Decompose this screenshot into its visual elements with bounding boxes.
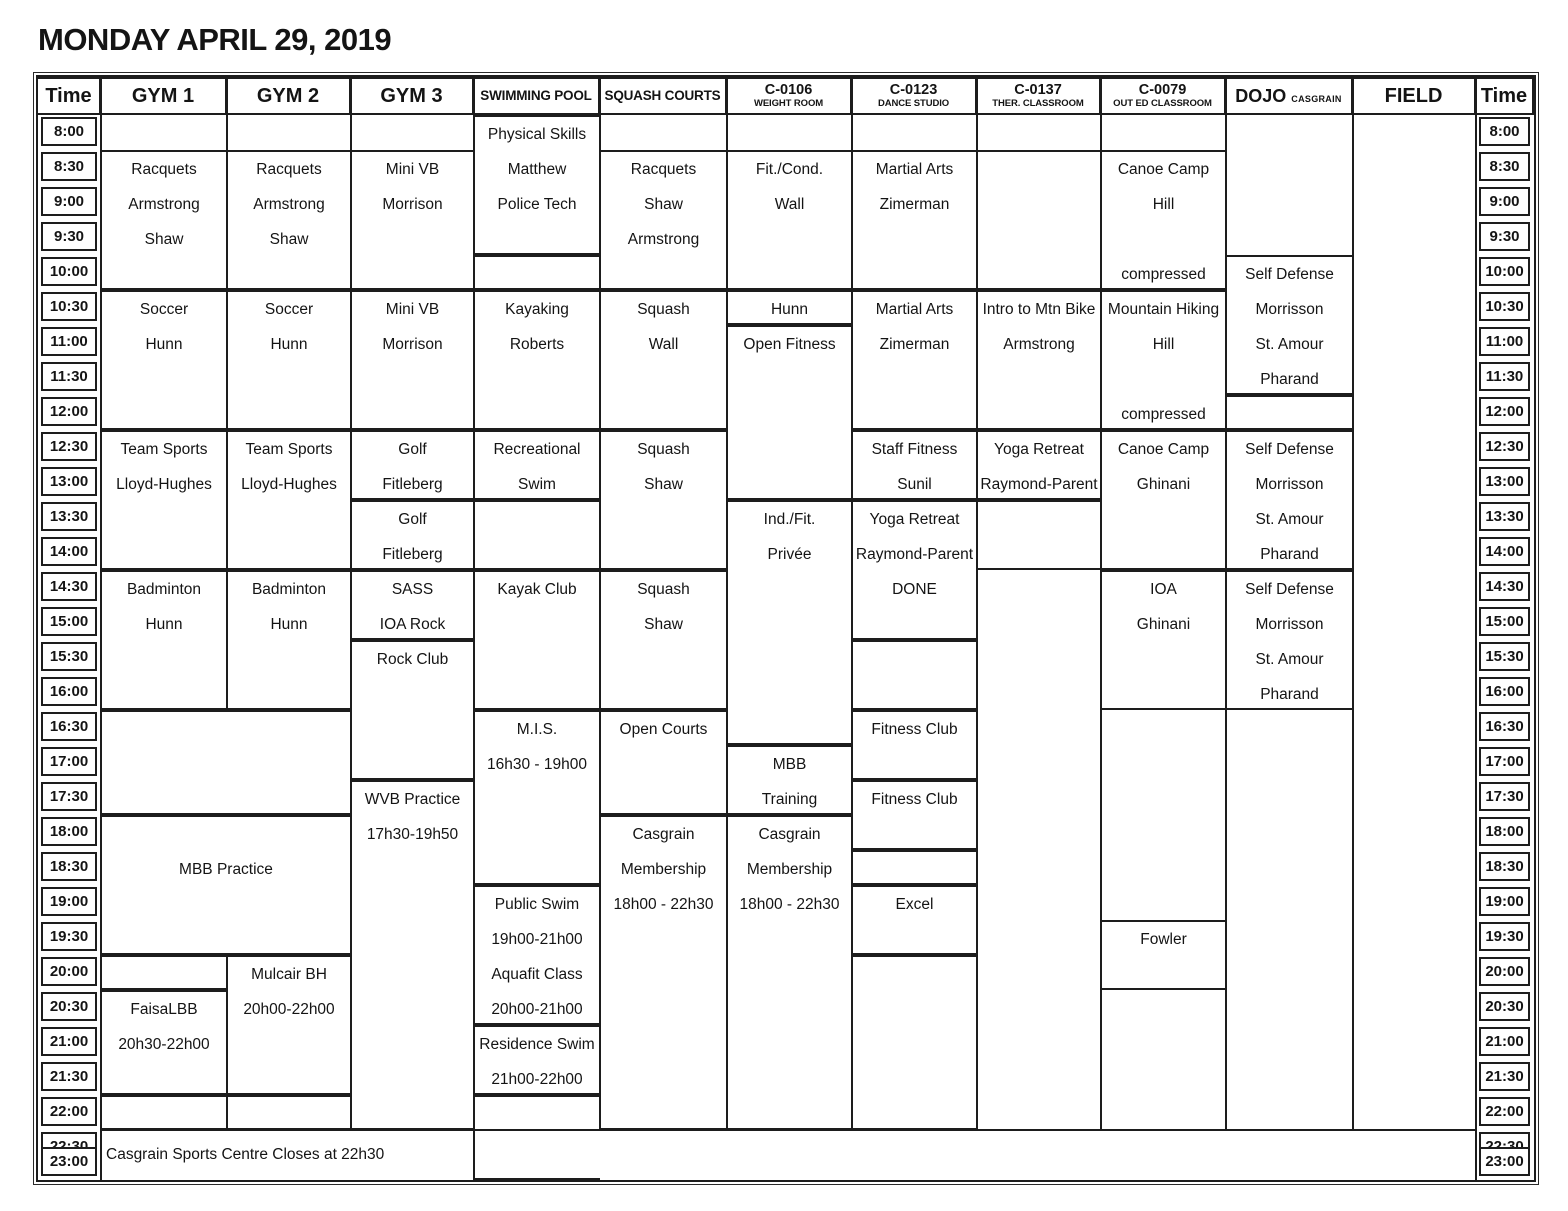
time-label: 17:30 bbox=[41, 782, 97, 811]
time-label: 20:00 bbox=[41, 957, 97, 986]
time-label: 21:00 bbox=[41, 1027, 97, 1056]
column-header-label: GYM 3 bbox=[380, 84, 443, 107]
schedule-block bbox=[351, 290, 474, 430]
block-line: Golf bbox=[398, 441, 427, 458]
block-line: St. Amour bbox=[1255, 336, 1324, 353]
column-header-label: GYM 1 bbox=[131, 84, 195, 107]
block-line: Privée bbox=[767, 546, 812, 563]
block-line: 16h30 - 19h00 bbox=[487, 756, 587, 773]
column-header-label: FIELD bbox=[1384, 84, 1443, 107]
block-line: Hill bbox=[1152, 196, 1175, 213]
block-line: 20h00-21h00 bbox=[491, 1001, 583, 1018]
block-line: St. Amour bbox=[1255, 511, 1324, 528]
block-line: Badminton bbox=[126, 581, 202, 598]
schedule-block bbox=[1226, 255, 1353, 395]
block-line: MBB bbox=[772, 756, 807, 773]
schedule-block bbox=[977, 500, 1101, 570]
time-label: 12:00 bbox=[1479, 397, 1530, 426]
column-header-sublabel: THER. CLASSROOM bbox=[992, 98, 1084, 110]
block-line: Hunn bbox=[145, 616, 183, 633]
time-label: 23:00 bbox=[1479, 1147, 1530, 1176]
time-label: 14:30 bbox=[1479, 572, 1530, 601]
block-line: Wall bbox=[774, 196, 805, 213]
block-line: Self Defense bbox=[1245, 441, 1334, 458]
schedule-block bbox=[852, 780, 977, 850]
schedule-title: MONDAY APRIL 29, 2019 bbox=[38, 22, 392, 57]
column-header-label: SQUASH COURTS bbox=[604, 87, 721, 103]
block-line: Shaw bbox=[644, 616, 683, 633]
grid-vline bbox=[1225, 77, 1227, 1130]
schedule-block bbox=[101, 710, 351, 815]
schedule-block bbox=[227, 150, 351, 290]
schedule-block bbox=[977, 430, 1101, 500]
schedule-block bbox=[351, 640, 474, 780]
time-label: 14:00 bbox=[41, 537, 97, 566]
time-label: 13:30 bbox=[1479, 502, 1530, 531]
schedule-block bbox=[474, 500, 600, 570]
block-line: Team Sports bbox=[245, 441, 333, 458]
block-line bbox=[1101, 222, 1226, 257]
column-header-pool bbox=[472, 77, 600, 115]
schedule-block bbox=[727, 500, 852, 745]
block-line: IOA Rock bbox=[379, 616, 446, 633]
grid-vline bbox=[599, 77, 601, 1130]
block-line: Membership bbox=[620, 861, 707, 878]
block-line: Ind./Fit. bbox=[763, 511, 816, 528]
block-line: Martial Arts bbox=[875, 161, 954, 178]
block-line: Hunn bbox=[270, 616, 308, 633]
block-line: Canoe Camp bbox=[1117, 441, 1210, 458]
block-line: Residence Swim bbox=[479, 1036, 595, 1053]
schedule-block bbox=[227, 430, 351, 570]
closing-note: Casgrain Sports Centre Closes at 22h30 bbox=[106, 1146, 385, 1163]
block-line: Badminton bbox=[251, 581, 327, 598]
schedule-block bbox=[351, 780, 474, 1130]
block-line: Yoga Retreat bbox=[994, 441, 1084, 458]
grid-vline bbox=[1475, 77, 1477, 1180]
grid-vline bbox=[350, 77, 352, 1130]
block-line: Raymond-Parent bbox=[855, 546, 974, 563]
block-line: Mini VB bbox=[385, 161, 440, 178]
block-line: 21h00-22h00 bbox=[491, 1071, 583, 1088]
block-line: Pharand bbox=[1260, 686, 1319, 703]
grid-vline bbox=[851, 77, 853, 1130]
column-header-label bbox=[1235, 87, 1341, 106]
block-line: 18h00 - 22h30 bbox=[613, 896, 714, 913]
block-line: Armstrong bbox=[627, 231, 700, 248]
time-label: 22:00 bbox=[41, 1097, 97, 1126]
block-line: Squash bbox=[637, 301, 690, 318]
time-label: 13:00 bbox=[41, 467, 97, 496]
block-line: Yoga Retreat bbox=[869, 511, 960, 528]
column-header-c0106 bbox=[725, 77, 852, 115]
time-label: 18:30 bbox=[41, 852, 97, 881]
block-line: Roberts bbox=[509, 336, 565, 353]
grid-vline bbox=[1352, 77, 1354, 1130]
schedule-block bbox=[727, 745, 852, 815]
time-label: 9:30 bbox=[1479, 222, 1530, 251]
block-line: Aquafit Class bbox=[491, 966, 583, 983]
schedule-block bbox=[474, 255, 600, 290]
block-line bbox=[1101, 362, 1226, 397]
grid-vline bbox=[226, 955, 228, 1130]
time-label: 15:30 bbox=[1479, 642, 1530, 671]
time-label: 8:00 bbox=[1479, 117, 1530, 146]
time-label: 17:30 bbox=[1479, 782, 1530, 811]
block-line: Kayaking bbox=[505, 301, 569, 318]
schedule-block bbox=[727, 815, 852, 1130]
schedule-block bbox=[101, 150, 227, 290]
schedule-block bbox=[852, 500, 977, 640]
block-line: Excel bbox=[895, 896, 934, 913]
time-label: 21:30 bbox=[1479, 1062, 1530, 1091]
block-line: Matthew bbox=[507, 161, 567, 178]
block-line: Soccer bbox=[264, 301, 314, 318]
time-label: 14:00 bbox=[1479, 537, 1530, 566]
schedule-block bbox=[474, 290, 600, 430]
column-header-gym1 bbox=[99, 77, 227, 115]
block-line: MBB Practice bbox=[179, 861, 273, 878]
time-label: 16:30 bbox=[41, 712, 97, 741]
schedule-block bbox=[351, 500, 474, 570]
time-label: 21:00 bbox=[1479, 1027, 1530, 1056]
block-line: FaisaLBB bbox=[130, 1001, 198, 1018]
column-header-gym3 bbox=[349, 77, 474, 115]
block-line: Casgrain bbox=[632, 826, 695, 843]
column-header-label: C-0106 bbox=[764, 81, 813, 98]
schedule-block bbox=[474, 1025, 600, 1095]
schedule-block bbox=[227, 955, 351, 1095]
time-label: 9:00 bbox=[1479, 187, 1530, 216]
column-header-label: GYM 2 bbox=[256, 84, 320, 107]
time-label: 15:00 bbox=[1479, 607, 1530, 636]
schedule-block bbox=[474, 710, 600, 885]
time-label: 18:30 bbox=[1479, 852, 1530, 881]
block-line: Fitleberg bbox=[382, 476, 443, 493]
column-header-squash bbox=[598, 77, 727, 115]
block-line: Pharand bbox=[1260, 546, 1319, 563]
schedule-block bbox=[351, 430, 474, 500]
time-label: 20:30 bbox=[41, 992, 97, 1021]
block-line: Squash bbox=[637, 441, 690, 458]
block-line: Hunn bbox=[270, 336, 308, 353]
block-line: Self Defense bbox=[1245, 266, 1334, 283]
block-line: St. Amour bbox=[1255, 651, 1324, 668]
schedule-block bbox=[101, 570, 227, 710]
block-line: Zimerman bbox=[879, 336, 950, 353]
time-label: 12:30 bbox=[41, 432, 97, 461]
block-line: Ghinani bbox=[1136, 616, 1191, 633]
schedule-block bbox=[227, 290, 351, 430]
schedule-block bbox=[101, 1095, 227, 1130]
time-label: 16:30 bbox=[1479, 712, 1530, 741]
time-label: 14:30 bbox=[41, 572, 97, 601]
block-line: Lloyd-Hughes bbox=[116, 476, 212, 493]
schedule-block bbox=[1101, 150, 1226, 290]
block-line: DONE bbox=[892, 581, 937, 598]
column-header-field bbox=[1351, 77, 1476, 115]
schedule-block bbox=[600, 815, 727, 1130]
block-line: Swim bbox=[518, 476, 556, 493]
block-line: Fitness Club bbox=[871, 721, 958, 738]
schedule-block bbox=[600, 290, 727, 430]
time-label: 8:30 bbox=[1479, 152, 1530, 181]
block-line: Hunn bbox=[145, 336, 183, 353]
block-line: SASS bbox=[391, 581, 434, 598]
time-label: 21:30 bbox=[41, 1062, 97, 1091]
time-label: 10:30 bbox=[41, 292, 97, 321]
schedule-block bbox=[101, 815, 351, 955]
time-label: 10:30 bbox=[1479, 292, 1530, 321]
schedule-block bbox=[852, 290, 977, 430]
column-header-c0123 bbox=[850, 77, 977, 115]
time-label: 10:00 bbox=[1479, 257, 1530, 286]
block-line: Public Swim bbox=[494, 896, 580, 913]
schedule-block bbox=[1226, 570, 1353, 710]
block-line: Open Courts bbox=[619, 721, 708, 738]
block-line: Hill bbox=[1152, 336, 1175, 353]
block-line: Mountain Hiking bbox=[1107, 301, 1220, 318]
block-line: Mulcair BH bbox=[251, 966, 327, 983]
block-line: Membership bbox=[746, 861, 833, 878]
grid-vline bbox=[226, 77, 228, 710]
block-line: Golf bbox=[398, 511, 427, 528]
block-line: Morrison bbox=[382, 336, 443, 353]
time-label: 18:00 bbox=[41, 817, 97, 846]
schedule-block bbox=[101, 430, 227, 570]
block-line: Morrison bbox=[382, 196, 443, 213]
dojo-sublabel: CASGRAIN bbox=[1291, 93, 1342, 104]
time-label: 19:30 bbox=[1479, 922, 1530, 951]
block-line: 18h00 - 22h30 bbox=[739, 896, 840, 913]
closing-note-cell bbox=[101, 1130, 474, 1180]
schedule-block bbox=[727, 325, 852, 500]
schedule-block bbox=[852, 850, 977, 885]
time-label: 20:30 bbox=[1479, 992, 1530, 1021]
schedule-block bbox=[1226, 430, 1353, 570]
block-line: Physical Skills bbox=[487, 126, 587, 143]
time-label: 16:00 bbox=[1479, 677, 1530, 706]
block-line: 20h00-22h00 bbox=[243, 1001, 335, 1018]
block-line bbox=[101, 817, 351, 852]
schedule-block bbox=[852, 710, 977, 780]
time-label: 11:00 bbox=[1479, 327, 1530, 356]
time-label: 20:00 bbox=[1479, 957, 1530, 986]
column-header-dojo bbox=[1224, 77, 1353, 115]
block-line: Sunil bbox=[897, 476, 932, 493]
schedule-block bbox=[600, 150, 727, 290]
time-label: 9:00 bbox=[41, 187, 97, 216]
block-line: Police Tech bbox=[497, 196, 577, 213]
time-label: 23:00 bbox=[41, 1147, 97, 1176]
block-line: Pharand bbox=[1260, 371, 1319, 388]
column-header-label: Time bbox=[45, 84, 92, 107]
time-label: 11:30 bbox=[1479, 362, 1530, 391]
schedule-block bbox=[474, 430, 600, 500]
block-line: Fowler bbox=[1140, 931, 1187, 948]
block-line: Casgrain bbox=[758, 826, 821, 843]
schedule-block bbox=[852, 150, 977, 290]
block-line: Staff Fitness bbox=[871, 441, 958, 458]
block-line: Canoe Camp bbox=[1117, 161, 1210, 178]
column-header-sublabel: DANCE STUDIO bbox=[877, 98, 950, 110]
schedule-block bbox=[1226, 395, 1353, 430]
column-header-label: C-0079 bbox=[1138, 81, 1187, 98]
block-line: Ghinani bbox=[1136, 476, 1191, 493]
time-label: 8:30 bbox=[41, 152, 97, 181]
schedule-block bbox=[474, 115, 600, 255]
block-line: Lloyd-Hughes bbox=[241, 476, 337, 493]
block-line: Soccer bbox=[139, 301, 189, 318]
schedule-block bbox=[474, 1095, 600, 1180]
column-header-label: SWIMMING POOL bbox=[480, 87, 592, 103]
block-line: Raymond-Parent bbox=[980, 476, 1098, 493]
block-line: Shaw bbox=[644, 476, 683, 493]
time-label: 12:30 bbox=[1479, 432, 1530, 461]
time-label: 15:00 bbox=[41, 607, 97, 636]
schedule-block bbox=[600, 710, 727, 815]
block-line: Shaw bbox=[644, 196, 683, 213]
block-line: compressed bbox=[1121, 266, 1206, 283]
column-header-label: C-0123 bbox=[889, 81, 938, 98]
block-line: Self Defense bbox=[1245, 581, 1334, 598]
column-header-sublabel: OUT ED CLASSROOM bbox=[1113, 98, 1212, 110]
block-line: Squash bbox=[637, 581, 690, 598]
grid-vline bbox=[726, 77, 728, 1130]
schedule-block bbox=[852, 955, 977, 1130]
time-label: 17:00 bbox=[1479, 747, 1530, 776]
time-label: 12:00 bbox=[41, 397, 97, 426]
time-label: 19:30 bbox=[41, 922, 97, 951]
block-line: Shaw bbox=[144, 231, 184, 248]
block-line: 17h30-19h50 bbox=[366, 826, 459, 843]
grid-vline bbox=[473, 77, 475, 1180]
grid-vline bbox=[1100, 77, 1102, 1130]
dojo-label: DOJO bbox=[1235, 85, 1287, 106]
schedule-block bbox=[727, 150, 852, 290]
schedule-block bbox=[852, 430, 977, 500]
time-label: 13:30 bbox=[41, 502, 97, 531]
schedule-block bbox=[1101, 430, 1226, 570]
block-line: compressed bbox=[1121, 406, 1206, 423]
block-line: Team Sports bbox=[120, 441, 208, 458]
block-line: Armstrong bbox=[253, 196, 325, 213]
block-line: Kayak Club bbox=[497, 581, 577, 598]
block-line: Mini VB bbox=[385, 301, 440, 318]
block-line: Armstrong bbox=[128, 196, 200, 213]
schedule-block bbox=[474, 885, 600, 1025]
column-header-label: Time bbox=[1480, 84, 1528, 107]
block-line: Training bbox=[761, 791, 818, 808]
schedule-block bbox=[351, 150, 474, 290]
schedule-block bbox=[227, 570, 351, 710]
block-line: Morrisson bbox=[1255, 476, 1324, 493]
block-line: Morrisson bbox=[1255, 301, 1324, 318]
time-label: 19:00 bbox=[41, 887, 97, 916]
schedule-block bbox=[227, 1095, 351, 1130]
time-label: 8:00 bbox=[41, 117, 97, 146]
block-line: Racquets bbox=[131, 161, 197, 178]
schedule-block bbox=[600, 430, 727, 570]
schedule-block bbox=[101, 955, 227, 990]
block-line: Open Fitness bbox=[743, 336, 836, 353]
block-line: Racquets bbox=[630, 161, 697, 178]
block-line: Hunn bbox=[770, 301, 809, 318]
block-line: Wall bbox=[648, 336, 679, 353]
time-label: 16:00 bbox=[41, 677, 97, 706]
block-line: Martial Arts bbox=[875, 301, 954, 318]
block-line: IOA bbox=[1150, 581, 1177, 598]
block-line: Fitness Club bbox=[871, 791, 958, 808]
block-line: M.I.S. bbox=[516, 721, 558, 738]
time-label: 19:00 bbox=[1479, 887, 1530, 916]
time-label: 9:30 bbox=[41, 222, 97, 251]
schedule-block bbox=[600, 570, 727, 710]
block-line: WVB Practice bbox=[364, 791, 461, 808]
block-line: 20h30-22h00 bbox=[118, 1036, 210, 1053]
time-label: 11:30 bbox=[41, 362, 97, 391]
block-line: Recreational bbox=[493, 441, 581, 458]
time-label: 22:00 bbox=[1479, 1097, 1530, 1126]
column-header-c0137 bbox=[975, 77, 1101, 115]
column-header-time_left bbox=[36, 77, 101, 115]
time-label: 11:00 bbox=[41, 327, 97, 356]
schedule-block bbox=[1101, 920, 1226, 990]
schedule-block bbox=[1101, 290, 1226, 430]
block-line: Racquets bbox=[256, 161, 322, 178]
schedule-block bbox=[474, 570, 600, 710]
time-label: 10:00 bbox=[41, 257, 97, 286]
schedule-block bbox=[727, 290, 852, 325]
block-line: Armstrong bbox=[1003, 336, 1075, 353]
column-header-time_right bbox=[1474, 77, 1534, 115]
block-line: Shaw bbox=[269, 231, 309, 248]
grid-vline bbox=[976, 77, 978, 1130]
block-line: Morrisson bbox=[1255, 616, 1324, 633]
block-line: Fit./Cond. bbox=[755, 161, 824, 178]
column-header-c0079 bbox=[1099, 77, 1226, 115]
time-label: 17:00 bbox=[41, 747, 97, 776]
schedule-block bbox=[852, 640, 977, 710]
schedule-block bbox=[852, 885, 977, 955]
schedule-block bbox=[977, 150, 1101, 290]
block-line: 19h00-21h00 bbox=[491, 931, 583, 948]
block-line: Rock Club bbox=[376, 651, 449, 668]
column-header-label: C-0137 bbox=[1014, 81, 1062, 98]
block-line: Fitleberg bbox=[382, 546, 443, 563]
block-line: Intro to Mtn Bike bbox=[982, 301, 1096, 318]
time-label: 15:30 bbox=[41, 642, 97, 671]
column-header-gym2 bbox=[225, 77, 351, 115]
schedule-block bbox=[977, 290, 1101, 430]
schedule-block bbox=[101, 290, 227, 430]
block-line: Zimerman bbox=[879, 196, 950, 213]
grid-vline bbox=[100, 77, 102, 1180]
schedule-block bbox=[1101, 570, 1226, 710]
schedule-block bbox=[101, 990, 227, 1095]
schedule-table bbox=[36, 75, 1536, 1182]
time-label: 13:00 bbox=[1479, 467, 1530, 496]
column-header-sublabel: WEIGHT ROOM bbox=[753, 98, 824, 110]
time-label: 18:00 bbox=[1479, 817, 1530, 846]
schedule-block bbox=[351, 570, 474, 640]
